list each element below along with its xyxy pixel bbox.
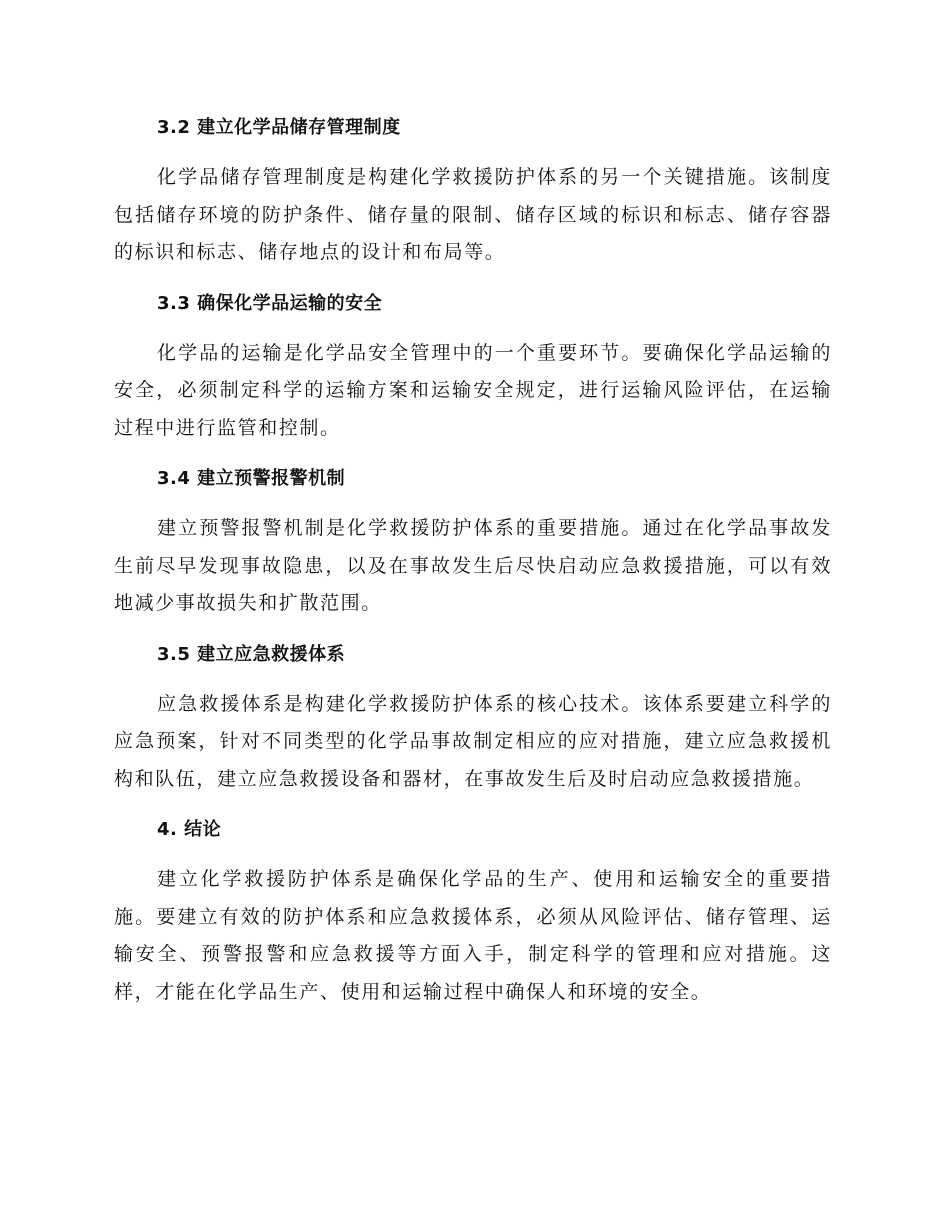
section-heading: 3.4 建立预警报警机制 [157, 468, 346, 489]
section-paragraph: 应急救援体系是构建化学救援防护体系的核心技术。该体系要建立科学的应急预案，针对不同类型的化学品事故制定相应的应对措施，建立应急救援机构和队伍，建立应急救援设备和器材，在事故发生后及时启动应急救援措施。 [114, 692, 832, 790]
section-3-3 [114, 286, 832, 448]
section-3-4 [114, 461, 832, 623]
section-paragraph: 化学品储存管理制度是构建化学救援防护体系的另一个关键措施。该制度包括储存环境的防护条件、储存量的限制、储存区域的标识和标志、储存容器的标识和标志、储存地点的设计和布局等。 [114, 166, 832, 263]
section-heading: 3.5 建立应急救援体系 [157, 643, 346, 665]
section-heading: 4. 结论 [157, 819, 222, 840]
section-3-2 [114, 110, 832, 272]
section-4-conclusion [114, 812, 832, 1011]
section-paragraph: 建立预警报警机制是化学救援防护体系的重要措施。通过在化学品事故发生前尽早发现事故隐患，以及在事故发生后尽快启动应急救援措施，可以有效地减少事故损失和扩散范围。 [114, 517, 832, 614]
section-heading: 3.2 建立化学品储存管理制度 [157, 117, 401, 138]
section-paragraph: 化学品的运输是化学品安全管理中的一个重要环节。要确保化学品运输的安全，必须制定科学的运输方案和运输安全规定，进行运输风险评估，在运输过程中进行监管和控制。 [114, 341, 832, 439]
section-3-5 [114, 637, 832, 799]
section-heading: 3.3 确保化学品运输的安全 [157, 292, 383, 314]
section-paragraph: 建立化学救援防护体系是确保化学品的生产、使用和运输安全的重要措施。要建立有效的防护体系和应急救援体系，必须从风险评估、储存管理、运输安全、预警报警和应急救援等方面入手，制定科学的管理和应对措施。这样，才能在化学品生产、使用和运输过程中确保人和环境的安全。 [114, 868, 832, 1003]
document-content [114, 110, 832, 1011]
